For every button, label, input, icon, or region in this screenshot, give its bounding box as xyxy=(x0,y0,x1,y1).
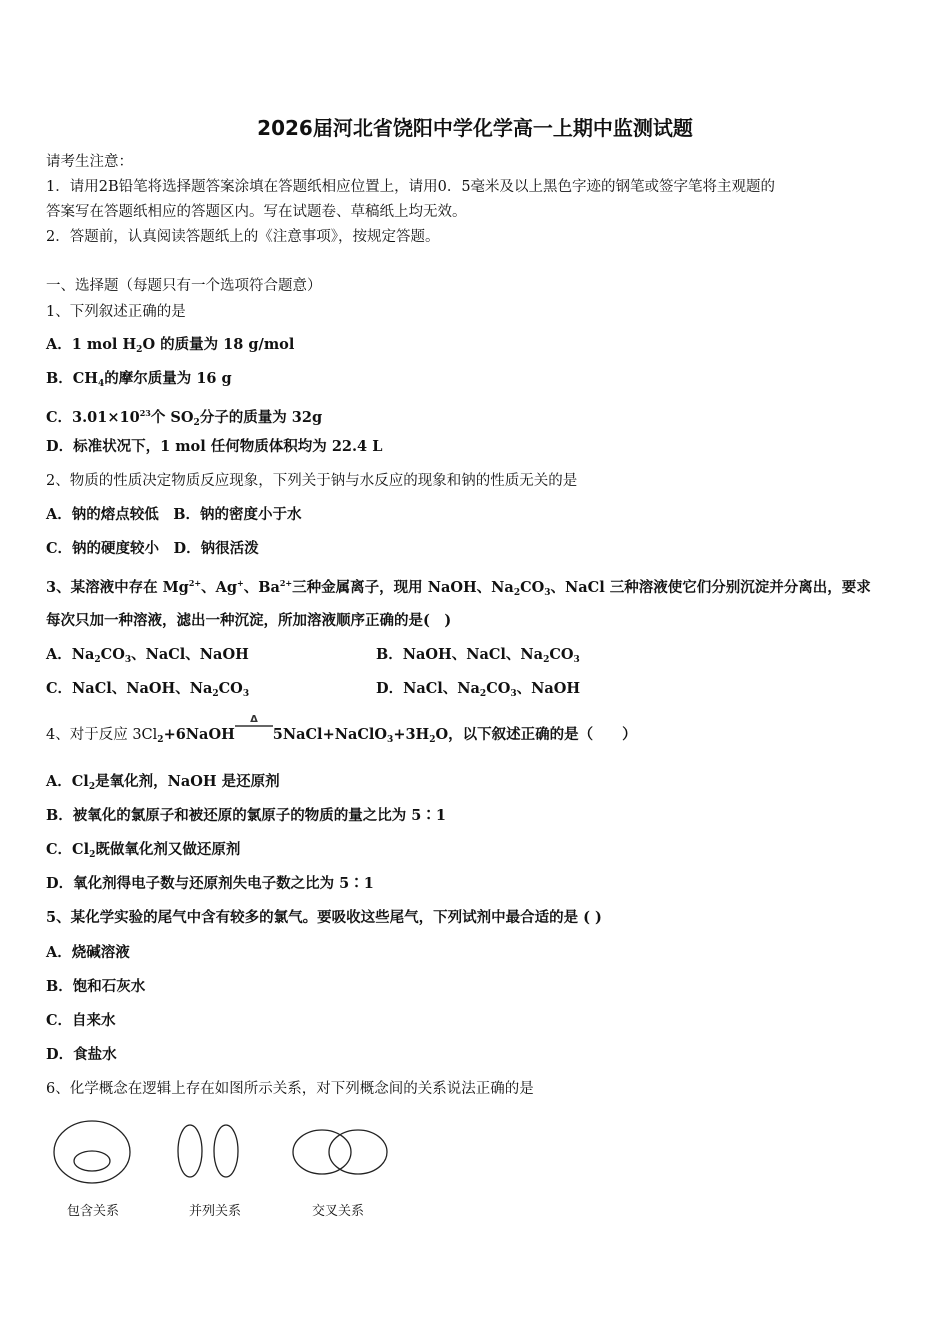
q5-option-a: A．烧碱溶液 xyxy=(46,944,130,961)
intersection-diagram xyxy=(293,1130,387,1174)
q5-option-b: B．饱和石灰水 xyxy=(46,978,146,995)
q1-option-d: D．标准状况下，1 mol 任何物质体积均为 22.4 L xyxy=(46,438,383,455)
label-parallel: 并列关系 xyxy=(189,1204,242,1219)
q2-options-cd: C．钠的硬度较小 D．钠很活泼 xyxy=(46,540,259,557)
q3-stem-cont: 每次只加一种溶液，滤出一种沉淀，所加溶液顺序正确的是( ) xyxy=(46,612,452,629)
q3-option-a: A．$Na_2CO_3$、NaCl、NaOH xyxy=(46,646,249,665)
q1-stem: 1、下列叙述正确的是 xyxy=(46,304,186,320)
label-inclusion: 包含关系 xyxy=(67,1204,120,1219)
q4-option-d: D．氧化剂得电子数与还原剂失电子数之比为 5∶1 xyxy=(46,875,374,892)
q1-option-a: A．1 mol $H_2O$ 的质量为 18 g/mol xyxy=(46,336,295,355)
q3-option-d: D．NaCl、$Na_2CO_3$、NaOH xyxy=(376,680,581,699)
notice-item-1-cont: 答案写在答题纸相应的答题区内。写在试题卷、草稿纸上均无效。 xyxy=(46,204,467,220)
q4-option-b: B．被氧化的氯原子和被还原的氯原子的物质的量之比为 5∶1 xyxy=(46,807,446,824)
notice-item-1: 1．请用2B铅笔将选择题答案涂填在答题纸相应位置上，请用0．5毫米及以上黑色字迹的钢笔或签字笔将主观题的 xyxy=(46,179,776,195)
q6-stem: 6、化学概念在逻辑上存在如图所示关系，对下列概念间的关系说法正确的是 xyxy=(46,1081,534,1097)
q3-option-c: C．NaCl、NaOH、$Na_2CO_3$ xyxy=(46,680,250,699)
q3-option-b: B．NaOH、NaCl、$Na_2CO_3$ xyxy=(376,646,580,665)
page-title: 2026届河北省饶阳中学化学高一上期中监测试题 xyxy=(257,116,693,140)
q5-option-c: C．自来水 xyxy=(46,1012,116,1029)
heat-condition: Δ xyxy=(249,714,258,725)
q4-option-a: A．$Cl_2$是氧化剂，NaOH 是还原剂 xyxy=(46,773,280,792)
q5-stem: 5、某化学实验的尾气中含有较多的氯气。要吸收这些尾气，下列试剂中最合适的是 ( ) xyxy=(46,909,602,926)
reaction-arrow xyxy=(235,714,273,745)
inclusion-diagram xyxy=(54,1121,130,1183)
q2-stem: 2、物质的性质决定物质反应现象，下列关于钠与水反应的现象和钠的性质无关的是 xyxy=(46,473,578,489)
q4-option-c: C．$Cl_2$既做氧化剂又做还原剂 xyxy=(46,841,241,860)
q4-stem: 4、对于反应 $3Cl_2+6NaOH$ Δ $5NaCl+NaClO_3+3H_2O$，以下叙述正确的是（ ） xyxy=(46,714,637,745)
section-heading: 一、选择题（每题只有一个选项符合题意） xyxy=(46,278,322,294)
q5-option-d: D．食盐水 xyxy=(46,1046,117,1063)
q1-option-b: B．$CH_4$的摩尔质量为 16 g xyxy=(46,370,232,389)
notice-item-2: 2．答题前，认真阅读答题纸上的《注意事项》，按规定答题。 xyxy=(46,229,440,245)
label-intersection: 交叉关系 xyxy=(312,1204,365,1219)
q2-options-ab: A．钠的熔点较低 B．钠的密度小于水 xyxy=(46,506,302,523)
notice-heading: 请考生注意： xyxy=(46,154,133,170)
q1-option-c: C．$3.01\times 10^{23}$个 $SO_2$分子的质量为 32g xyxy=(46,408,323,428)
q3-stem: 3、某溶液中存在 $Mg^{2+}$、Ag+、$Ba^{2+}$三种金属离子，现用 NaOH、$Na_2CO_3$、NaCl 三种溶液使它们分别沉淀并分离出，要求 xyxy=(46,578,871,598)
parallel-diagram xyxy=(178,1125,238,1177)
